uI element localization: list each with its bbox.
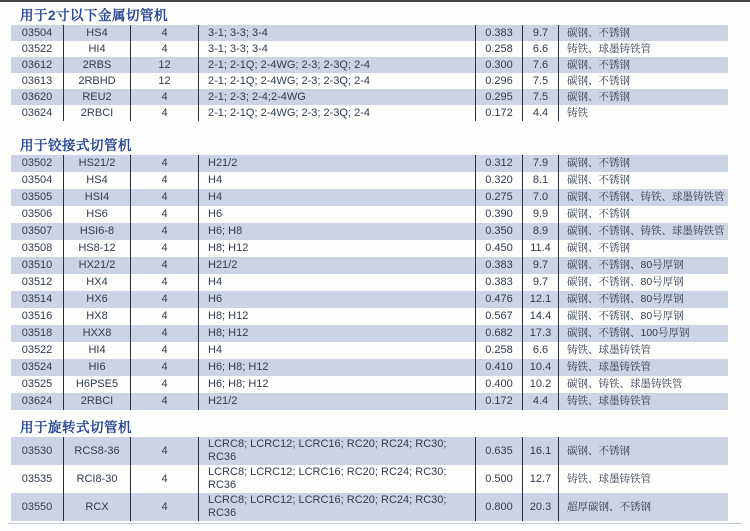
- cell-fits: 3-1; 3-3; 3-4: [198, 25, 475, 41]
- cell-qty: 4: [130, 359, 198, 376]
- cell-n1: 0.300: [475, 57, 522, 73]
- cell-mat: 铸铁、球墨铸铁管: [558, 393, 728, 410]
- cell-qty: 4: [130, 105, 198, 121]
- cell-model: 2RBHD: [63, 73, 130, 89]
- cell-mat: 碳钢、不锈钢、80号厚钢: [558, 257, 728, 274]
- cell-n2: 12.1: [522, 291, 558, 308]
- cell-qty: 4: [130, 376, 198, 393]
- cell-model: HS6: [63, 206, 130, 223]
- cell-mat: 铸铁、球墨铸铁管: [558, 342, 728, 359]
- cell-fits: H4: [198, 342, 475, 359]
- table-row: [11, 376, 728, 393]
- cell-qty: 12: [130, 73, 198, 89]
- table-row: [11, 223, 728, 240]
- cell-n1: 0.383: [475, 257, 522, 274]
- section-title: 用于2寸以下金属切管机: [20, 8, 169, 23]
- cell-n2: 4.4: [522, 393, 558, 410]
- cell-n1: 0.383: [475, 25, 522, 41]
- cell-qty: 4: [130, 89, 198, 105]
- table-row: [11, 493, 728, 521]
- cell-fits: H21/2: [198, 257, 475, 274]
- cell-n2: 10.4: [522, 359, 558, 376]
- cell-model: HS4: [63, 172, 130, 189]
- cell-qty: 4: [130, 465, 198, 493]
- cell-fits: H6: [198, 206, 475, 223]
- cell-mat: 碳钢、不锈钢: [558, 437, 728, 465]
- parts-table: [11, 437, 728, 521]
- cell-model: 2RBCI: [63, 105, 130, 121]
- cell-model: 2RBS: [63, 57, 130, 73]
- cell-code: 03504: [21, 26, 53, 39]
- cell-model: HSI6-8: [63, 223, 130, 240]
- cell-qty: 4: [130, 189, 198, 206]
- cell-code: 03502: [21, 157, 53, 169]
- cell-qty: 4: [130, 172, 198, 189]
- cell-model: H6PSE5: [63, 376, 130, 393]
- cell-code: 03505: [21, 191, 53, 203]
- cell-fits: LCRC8; LCRC12; LCRC16; RC20; RC24; RC30; RC36: [198, 437, 475, 465]
- cell-qty: 4: [130, 41, 198, 57]
- cell-code: 03525: [21, 378, 53, 390]
- section-title: 用于旋转式切管机: [20, 420, 132, 435]
- cell-code: 03504: [21, 174, 53, 186]
- cell-model: HS4: [63, 25, 130, 41]
- cell-model: HX4: [63, 274, 130, 291]
- cell-n2: 10.2: [522, 376, 558, 393]
- cell-qty: 4: [130, 342, 198, 359]
- table-row: [11, 89, 728, 105]
- cell-mat: 碳钢、不锈钢: [558, 206, 728, 223]
- cell-code: 03524: [21, 361, 53, 373]
- cell-mat: 碳钢、不锈钢: [558, 240, 728, 257]
- cell-mat: 铸铁、球墨铸铁管: [558, 41, 728, 57]
- cell-n1: 0.320: [475, 172, 522, 189]
- cell-qty: 4: [130, 223, 198, 240]
- cell-n2: 9.7: [522, 274, 558, 291]
- cell-fits: 2-1; 2-1Q; 2-4WG; 2-3; 2-3Q; 2-4: [198, 105, 475, 121]
- cell-n2: 9.7: [522, 257, 558, 274]
- cell-qty: 4: [130, 25, 198, 41]
- cell-mat: 碳钢、不锈钢、80号厚钢: [558, 291, 728, 308]
- cell-qty: 4: [130, 493, 198, 521]
- cell-n2: 7.5: [522, 73, 558, 89]
- cell-n2: 12.7: [522, 465, 558, 493]
- cell-n1: 0.500: [475, 465, 522, 493]
- cell-mat: 碳钢、不锈钢: [558, 172, 728, 189]
- cell-n1: 0.172: [475, 105, 522, 121]
- cell-n2: 16.1: [522, 437, 558, 465]
- cell-qty: 4: [130, 393, 198, 410]
- cell-n1: 0.312: [475, 155, 522, 172]
- cell-qty: 4: [130, 240, 198, 257]
- cell-model: HX6: [63, 291, 130, 308]
- cell-n1: 0.450: [475, 240, 522, 257]
- table-row: [11, 437, 728, 465]
- cell-n2: 20.3: [522, 493, 558, 521]
- cell-code: 03510: [21, 259, 53, 271]
- cell-fits: 3-1; 3-3; 3-4: [198, 41, 475, 57]
- cell-n2: 9.7: [522, 25, 558, 41]
- cell-n2: 7.0: [522, 189, 558, 206]
- cell-model: HSI4: [63, 189, 130, 206]
- cell-mat: 碳钢、不锈钢: [558, 89, 728, 105]
- cell-code: 03512: [21, 276, 53, 288]
- table-row: [11, 465, 728, 493]
- cell-n1: 0.296: [475, 73, 522, 89]
- cell-code: 03624: [21, 395, 53, 407]
- cell-model: HI4: [63, 41, 130, 57]
- cell-n2: 7.9: [522, 155, 558, 172]
- cell-mat: 超厚碳钢、不锈钢: [558, 493, 728, 521]
- cell-n2: 6.6: [522, 342, 558, 359]
- table-row: [11, 155, 728, 172]
- cell-code: 03514: [21, 293, 53, 305]
- cell-fits: H8; H12: [198, 308, 475, 325]
- cell-mat: 碳钢、不锈钢、铸铁、球墨铸铁管: [558, 223, 728, 240]
- table-row: [11, 325, 728, 342]
- cell-model: HX21/2: [63, 257, 130, 274]
- cell-mat: 铸铁、球墨铸铁管: [558, 465, 728, 493]
- cell-n1: 0.635: [475, 437, 522, 465]
- cell-code: 03507: [21, 225, 53, 237]
- cell-mat: 碳钢、不锈钢、100号厚钢: [558, 325, 728, 342]
- cell-mat: 碳钢、铸铁、球墨铸铁管: [558, 376, 728, 393]
- cell-model: RCX: [63, 493, 130, 521]
- cell-fits: H8; H12: [198, 240, 475, 257]
- cell-mat: 铸铁、球墨铸铁管: [558, 359, 728, 376]
- cell-fits: H6; H8; H12: [198, 359, 475, 376]
- table-row: [11, 25, 728, 41]
- cell-n2: 11.4: [522, 240, 558, 257]
- cell-n1: 0.172: [475, 393, 522, 410]
- cell-fits: H21/2: [198, 155, 475, 172]
- cell-fits: H8; H12: [198, 325, 475, 342]
- cell-n2: 4.4: [522, 105, 558, 121]
- cell-model: HI4: [63, 342, 130, 359]
- section-2: [0, 137, 750, 410]
- table-row: [11, 240, 728, 257]
- cell-code: 03522: [21, 344, 53, 356]
- cell-n2: 8.9: [522, 223, 558, 240]
- cell-n1: 0.567: [475, 308, 522, 325]
- cell-mat: 碳钢、不锈钢、80号厚钢: [558, 274, 728, 291]
- cell-qty: 4: [130, 274, 198, 291]
- cell-qty: 4: [130, 291, 198, 308]
- table-row: [11, 73, 728, 89]
- cell-fits: 2-1; 2-1Q; 2-4WG; 2-3; 2-3Q; 2-4: [198, 57, 475, 73]
- cell-n2: 7.6: [522, 57, 558, 73]
- cell-n1: 0.682: [475, 325, 522, 342]
- cell-fits: LCRC8; LCRC12; LCRC16; RC20; RC24; RC30; RC36: [198, 493, 475, 521]
- table-row: [11, 274, 728, 291]
- cell-fits: H6; H8: [198, 223, 475, 240]
- cell-mat: 碳钢、不锈钢: [558, 57, 728, 73]
- cell-fits: 2-1; 2-3; 2-4;2-4WG: [198, 89, 475, 105]
- cell-mat: 碳钢、不锈钢: [558, 155, 728, 172]
- cell-n1: 0.400: [475, 376, 522, 393]
- cell-model: RCI8-30: [63, 465, 130, 493]
- cell-fits: H21/2: [198, 393, 475, 410]
- cell-n1: 0.275: [475, 189, 522, 206]
- bottom-rule: [8, 523, 742, 524]
- cell-n2: 9.9: [522, 206, 558, 223]
- cell-n2: 6.6: [522, 41, 558, 57]
- cell-model: HI6: [63, 359, 130, 376]
- section-1: [0, 7, 750, 121]
- cell-code: 03506: [21, 208, 53, 220]
- cell-fits: H6; H8; H12: [198, 376, 475, 393]
- cell-code: 03535: [21, 472, 53, 485]
- cell-mat: 碳钢、不锈钢: [558, 25, 728, 41]
- cell-code: 03612: [21, 58, 53, 71]
- cell-n2: 8.1: [522, 172, 558, 189]
- cell-model: HS8-12: [63, 240, 130, 257]
- cell-fits: H4: [198, 274, 475, 291]
- table-row: [11, 308, 728, 325]
- table-row: [11, 342, 728, 359]
- table-row: [11, 291, 728, 308]
- cell-qty: 4: [130, 257, 198, 274]
- table-row: [11, 41, 728, 57]
- cell-mat: 碳钢、不锈钢、铸铁、球墨铸铁管: [558, 189, 728, 206]
- parts-table: [11, 25, 728, 121]
- cell-n1: 0.350: [475, 223, 522, 240]
- cell-code: 03518: [21, 327, 53, 339]
- cell-code: 03620: [21, 90, 53, 103]
- cell-n1: 0.383: [475, 274, 522, 291]
- table-row: [11, 393, 728, 410]
- table-row: [11, 206, 728, 223]
- top-rule: [0, 0, 750, 2]
- cell-model: HXX8: [63, 325, 130, 342]
- cell-fits: 2-1; 2-1Q; 2-4WG; 2-3; 2-3Q; 2-4: [198, 73, 475, 89]
- cell-code: 03550: [21, 500, 53, 513]
- cell-code: 03624: [21, 106, 53, 119]
- cell-n2: 17.3: [522, 325, 558, 342]
- cell-mat: 铸铁: [558, 105, 728, 121]
- cell-fits: H4: [198, 189, 475, 206]
- cell-qty: 4: [130, 325, 198, 342]
- cell-n1: 0.258: [475, 342, 522, 359]
- cell-code: 03530: [21, 444, 53, 457]
- table-row: [11, 172, 728, 189]
- table-row: [11, 57, 728, 73]
- table-row: [11, 359, 728, 376]
- cell-n2: 7.5: [522, 89, 558, 105]
- table-row: [11, 105, 728, 121]
- cell-mat: 碳钢、不锈钢、80号厚钢: [558, 308, 728, 325]
- cell-qty: 4: [130, 437, 198, 465]
- section-3: [0, 419, 750, 521]
- cell-n1: 0.295: [475, 89, 522, 105]
- cell-model: 2RBCI: [63, 393, 130, 410]
- table-row: [11, 189, 728, 206]
- cell-qty: 4: [130, 155, 198, 172]
- cell-mat: 碳钢、不锈钢: [558, 73, 728, 89]
- cell-code: 03613: [21, 74, 53, 87]
- cell-qty: 4: [130, 308, 198, 325]
- cell-fits: H4: [198, 172, 475, 189]
- cell-code: 03522: [21, 42, 53, 55]
- cell-n1: 0.390: [475, 206, 522, 223]
- cell-model: HX8: [63, 308, 130, 325]
- cell-fits: H6: [198, 291, 475, 308]
- cell-n2: 14.4: [522, 308, 558, 325]
- cell-n1: 0.800: [475, 493, 522, 521]
- parts-table: [11, 155, 728, 410]
- cell-qty: 12: [130, 57, 198, 73]
- cell-model: HS21/2: [63, 155, 130, 172]
- cell-n1: 0.258: [475, 41, 522, 57]
- cell-model: RCS8-36: [63, 437, 130, 465]
- cell-n1: 0.476: [475, 291, 522, 308]
- cell-n1: 0.410: [475, 359, 522, 376]
- sections-container: [0, 7, 750, 521]
- cell-model: REU2: [63, 89, 130, 105]
- cell-code: 03508: [21, 242, 53, 254]
- cell-fits: LCRC8; LCRC12; LCRC16; RC20; RC24; RC30; RC36: [198, 465, 475, 493]
- cell-code: 03516: [21, 310, 53, 322]
- cell-qty: 4: [130, 206, 198, 223]
- section-title: 用于铰接式切管机: [20, 138, 132, 153]
- table-row: [11, 257, 728, 274]
